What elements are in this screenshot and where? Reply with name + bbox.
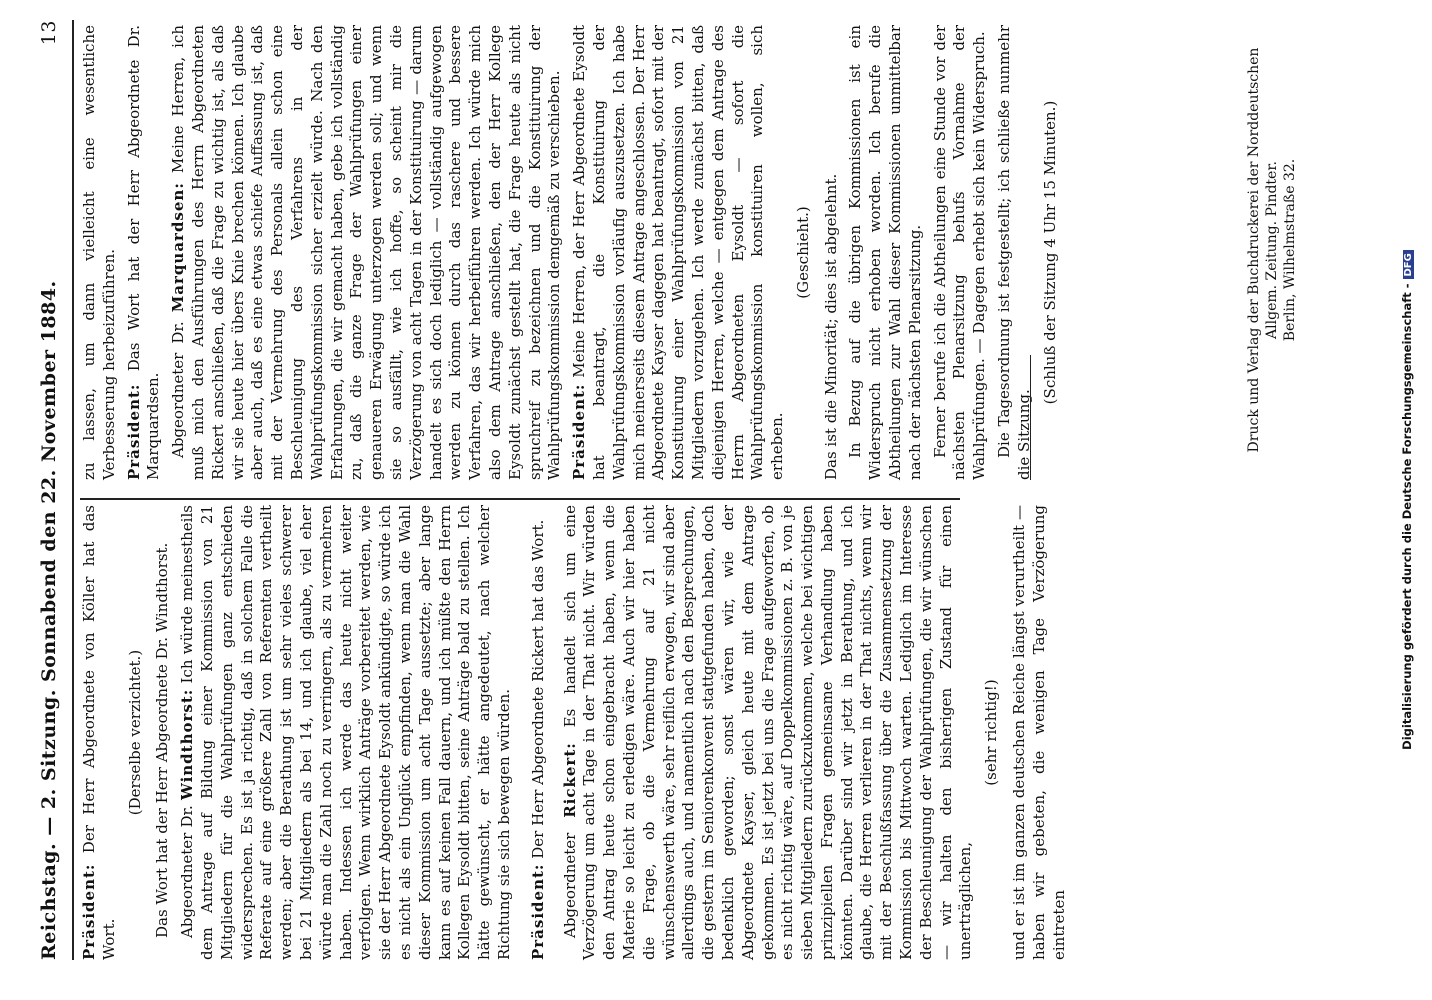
speaker-name: Präsident:	[80, 863, 98, 960]
speaker-name: Präsident:	[124, 383, 143, 480]
speaker-lead: Abgeordneter	[560, 832, 579, 938]
paragraph: Das ist die Minorität; dies ist abgelehnt.	[821, 173, 840, 480]
speech-text: Es handelt sich um eine Verzögerung um acht Tage in der That nicht. Wir würden den Antrag heute schon eingebracht haben, wenn die Materie so leicht zu erledigen wäre. Auch wir hier haben die Frage, ob die Vermehrung auf 21 nicht wünschenswerth wäre, sehr reiflich erwogen, wir sind aber allerdings auch, und namentlich nach den Besprechungen, die gestern im Seniorenkonvent stattgefunden haben, doch bedenklich geworden; sonst wären wir, wie der Abgeordnete Kayser, gleich heute mit dem Antrage gekommen. Es ist jetzt bei uns die Frage aufgeworfen, ob es nicht richtig wäre, auf Doppelkommissionen z. B. von je sieben Mitgliedern zurückzukommen, welche bei wichtigen prinzipiellen Fragen gemeinsame Verhandlung haben könnten. Darüber sind wir jetzt in Berathung, und ich glaube, die Herren verlieren in der That nichts, wenn wir mit der Beschlußfassung über die Zusammensetzung der Kommission bis Mittwoch warten. Lediglich im Interesse der Beschleunigung der Wahlprüfungen, die wir wünschen — wir halten den bisherigen Zustand für einen unerträglichen,	[560, 505, 975, 960]
speaker-name: Rickert:	[560, 742, 579, 818]
paragraph	[169, 25, 565, 480]
imprint-line: Berlin, Wilhelmstraße 32.	[1282, 158, 1298, 342]
paragraph	[178, 505, 515, 960]
digitization-note	[1400, 0, 1414, 1000]
end-rule	[1030, 355, 1031, 480]
speaker-name: Marquardsen:	[169, 182, 188, 313]
speech-text: Der Herr Abgeordnete von Köller hat das Wort.	[80, 505, 118, 960]
stage-direction: (Geschieht.)	[793, 206, 812, 299]
stage-direction: (Schluß der Sitzung 4 Uhr 15 Minuten.)	[1040, 100, 1059, 405]
speech-text: Meine Herren, der Herr Abgeordnete Eysoldt hat beantragt, die Konstituirung der Wahlprüfungskommission vorläufig auszusetzen. Ich habe mich meinerseits diesem Antrage angeschlossen. Der Herr Abgeordnete Kayser dagegen hat beantragt, sofort mit der Konstituirung einer Wahlprüfungskommission von 21 Mitgliedern vorzugehen. Ich werde zunächst bitten, daß diejenigen Herren, welche — entgegen dem Antrage des Herrn Abgeordneten Eysoldt — sofort die Wahlprüfungskommission konstituiren wollen, sich erheben.	[570, 25, 787, 480]
digitization-text: Digitalisierung gefördert durch die Deutsche Forschungsgemeinschaft -	[1400, 283, 1414, 750]
speaker-lead: Abgeordneter Dr.	[169, 321, 188, 458]
column-right	[80, 25, 1068, 480]
column-left	[80, 505, 1074, 960]
speech-text: Ich würde meinestheils dem Antrage auf Bildung einer Kommission von 21 Mitgliedern für die Wahlprüfungen ganz entschieden widersprechen. Es ist ja richtig, daß in solchem Falle die Referate auf eine größere Zahl von Referenten vertheilt werden; aber die Berathung ist um sehr vieles schwerer bei 21 Mitgliedern als bei 14, und ich glaube, viel eher würde man die Zahl noch zu verringern, als zu vermehren haben. Indessen ich werde das heute nicht weiter verfolgen. Wenn wirklich Anträge vorbereitet werden, wie sie der Herr Abgeordnete Eysoldt ankündigte, so würde ich es nicht als ein Unglück empfinden, wenn man die Wahl dieser Kommission um acht Tage aussetzte; aber lange kann es auf keinen Fall dauern, und ich müßte den Herrn Kollegen Eysoldt bitten, seine Anträge bald zu stellen. Ich hätte gewünscht, er hätte angedeutet, nach welcher Richtung sie sich bewegen würden.	[178, 505, 513, 960]
running-header	[38, 20, 68, 960]
column-separator	[80, 498, 960, 500]
speech-text: Der Herr Abgeordnete Rickert hat das Wort.	[528, 519, 547, 859]
stage-direction: (sehr richtig!)	[982, 679, 1001, 786]
speaker-lead: Abgeordneter Dr.	[178, 805, 197, 938]
imprint-line: Druck und Verlag der Buchdruckerei der Norddeutschen Allgem. Zeitung. Pindter.	[1246, 47, 1280, 453]
paragraph	[561, 505, 977, 960]
speaker-name: Präsident:	[570, 383, 589, 480]
printer-imprint	[1245, 40, 1299, 460]
paragraph: Das Wort hat der Herr Abgeordnete Dr. Windthorst.	[153, 542, 172, 938]
paragraph	[80, 505, 120, 960]
speaker-name: Präsident:	[528, 863, 547, 960]
paragraph	[529, 505, 549, 960]
paragraph: Die Tagesordnung ist festgestellt; ich schließe nunmehr die Sitzung.	[995, 25, 1033, 480]
header-title: Reichstag. — 2. Sitzung. Sonnabend den 22. November 1884.	[38, 280, 60, 960]
header-rule	[72, 20, 74, 960]
paragraph: In Bezug auf die übrigen Kommissionen ist ein Widerspruch nicht erhoben worden. Ich berufe die Abtheilungen zur Wahl dieser Kommissionen unmittelbar nach der nächsten Plenarsitzung.	[846, 25, 924, 480]
speaker-name: Windthorst:	[178, 688, 197, 800]
paragraph: und er ist im ganzen deutschen Reiche längst verurtheilt — haben wir gebeten, die wenigen Tage Verzögerung eintreten	[1010, 505, 1068, 960]
paragraph	[570, 25, 788, 480]
dfg-badge: DFG	[1403, 250, 1414, 279]
stage-direction: (Derselbe verzichtet.)	[125, 649, 144, 816]
speech-text: Das Wort hat der Herr Abgeordnete Dr. Marquardsen.	[124, 25, 163, 480]
speech-text: Meine Herren, ich muß mich den Ausführungen des Herrn Abgeordneten Rickert anschließen, daß die Frage zu wichtig ist, als daß wir sie heute hier übers Knie brechen können. Ich glaube aber auch, daß es eine etwas schiefe Auffassung ist, daß mit der Vermehrung des Personals allein schon eine Beschleunigung des Verfahrens in der Wahlprüfungskommission sicher erzielt würde. Nach den Erfahrungen, die wir gemacht haben, gebe ich vollständig zu, daß die ganze Frage der Wahlprüfungen einer genaueren Erwägung unterzogen werden soll; und wenn sie so ausfällt, wie ich hoffe, so scheint mir die Verzögerung von acht Tagen in der Konstituirung — darum handelt es sich doch lediglich — vollständig aufgewogen werden zu können durch das raschere und bessere Verfahren, das wir herbeiführen werden. Ich würde mich also dem Antrage anschließen, den der Herr Kollege Eysoldt zunächst gestellt hat, die Frage heute als nicht spruchreif zu bezeichnen und die Konstituirung der Wahlprüfungskommission demgemäß zu verschieben.	[169, 25, 564, 480]
paragraph	[125, 25, 165, 480]
page-number: 13	[38, 20, 60, 46]
paragraph: zu lassen, um dann vielleicht eine wesentliche Verbesserung herbeizuführen.	[80, 25, 118, 480]
paragraph: Ferner berufe ich die Abtheilungen eine Stunde vor der nächsten Plenarsitzung behufs Vornahme der Wahlprüfungen. — Dagegen erhebt sich kein Widerspruch.	[930, 25, 989, 480]
